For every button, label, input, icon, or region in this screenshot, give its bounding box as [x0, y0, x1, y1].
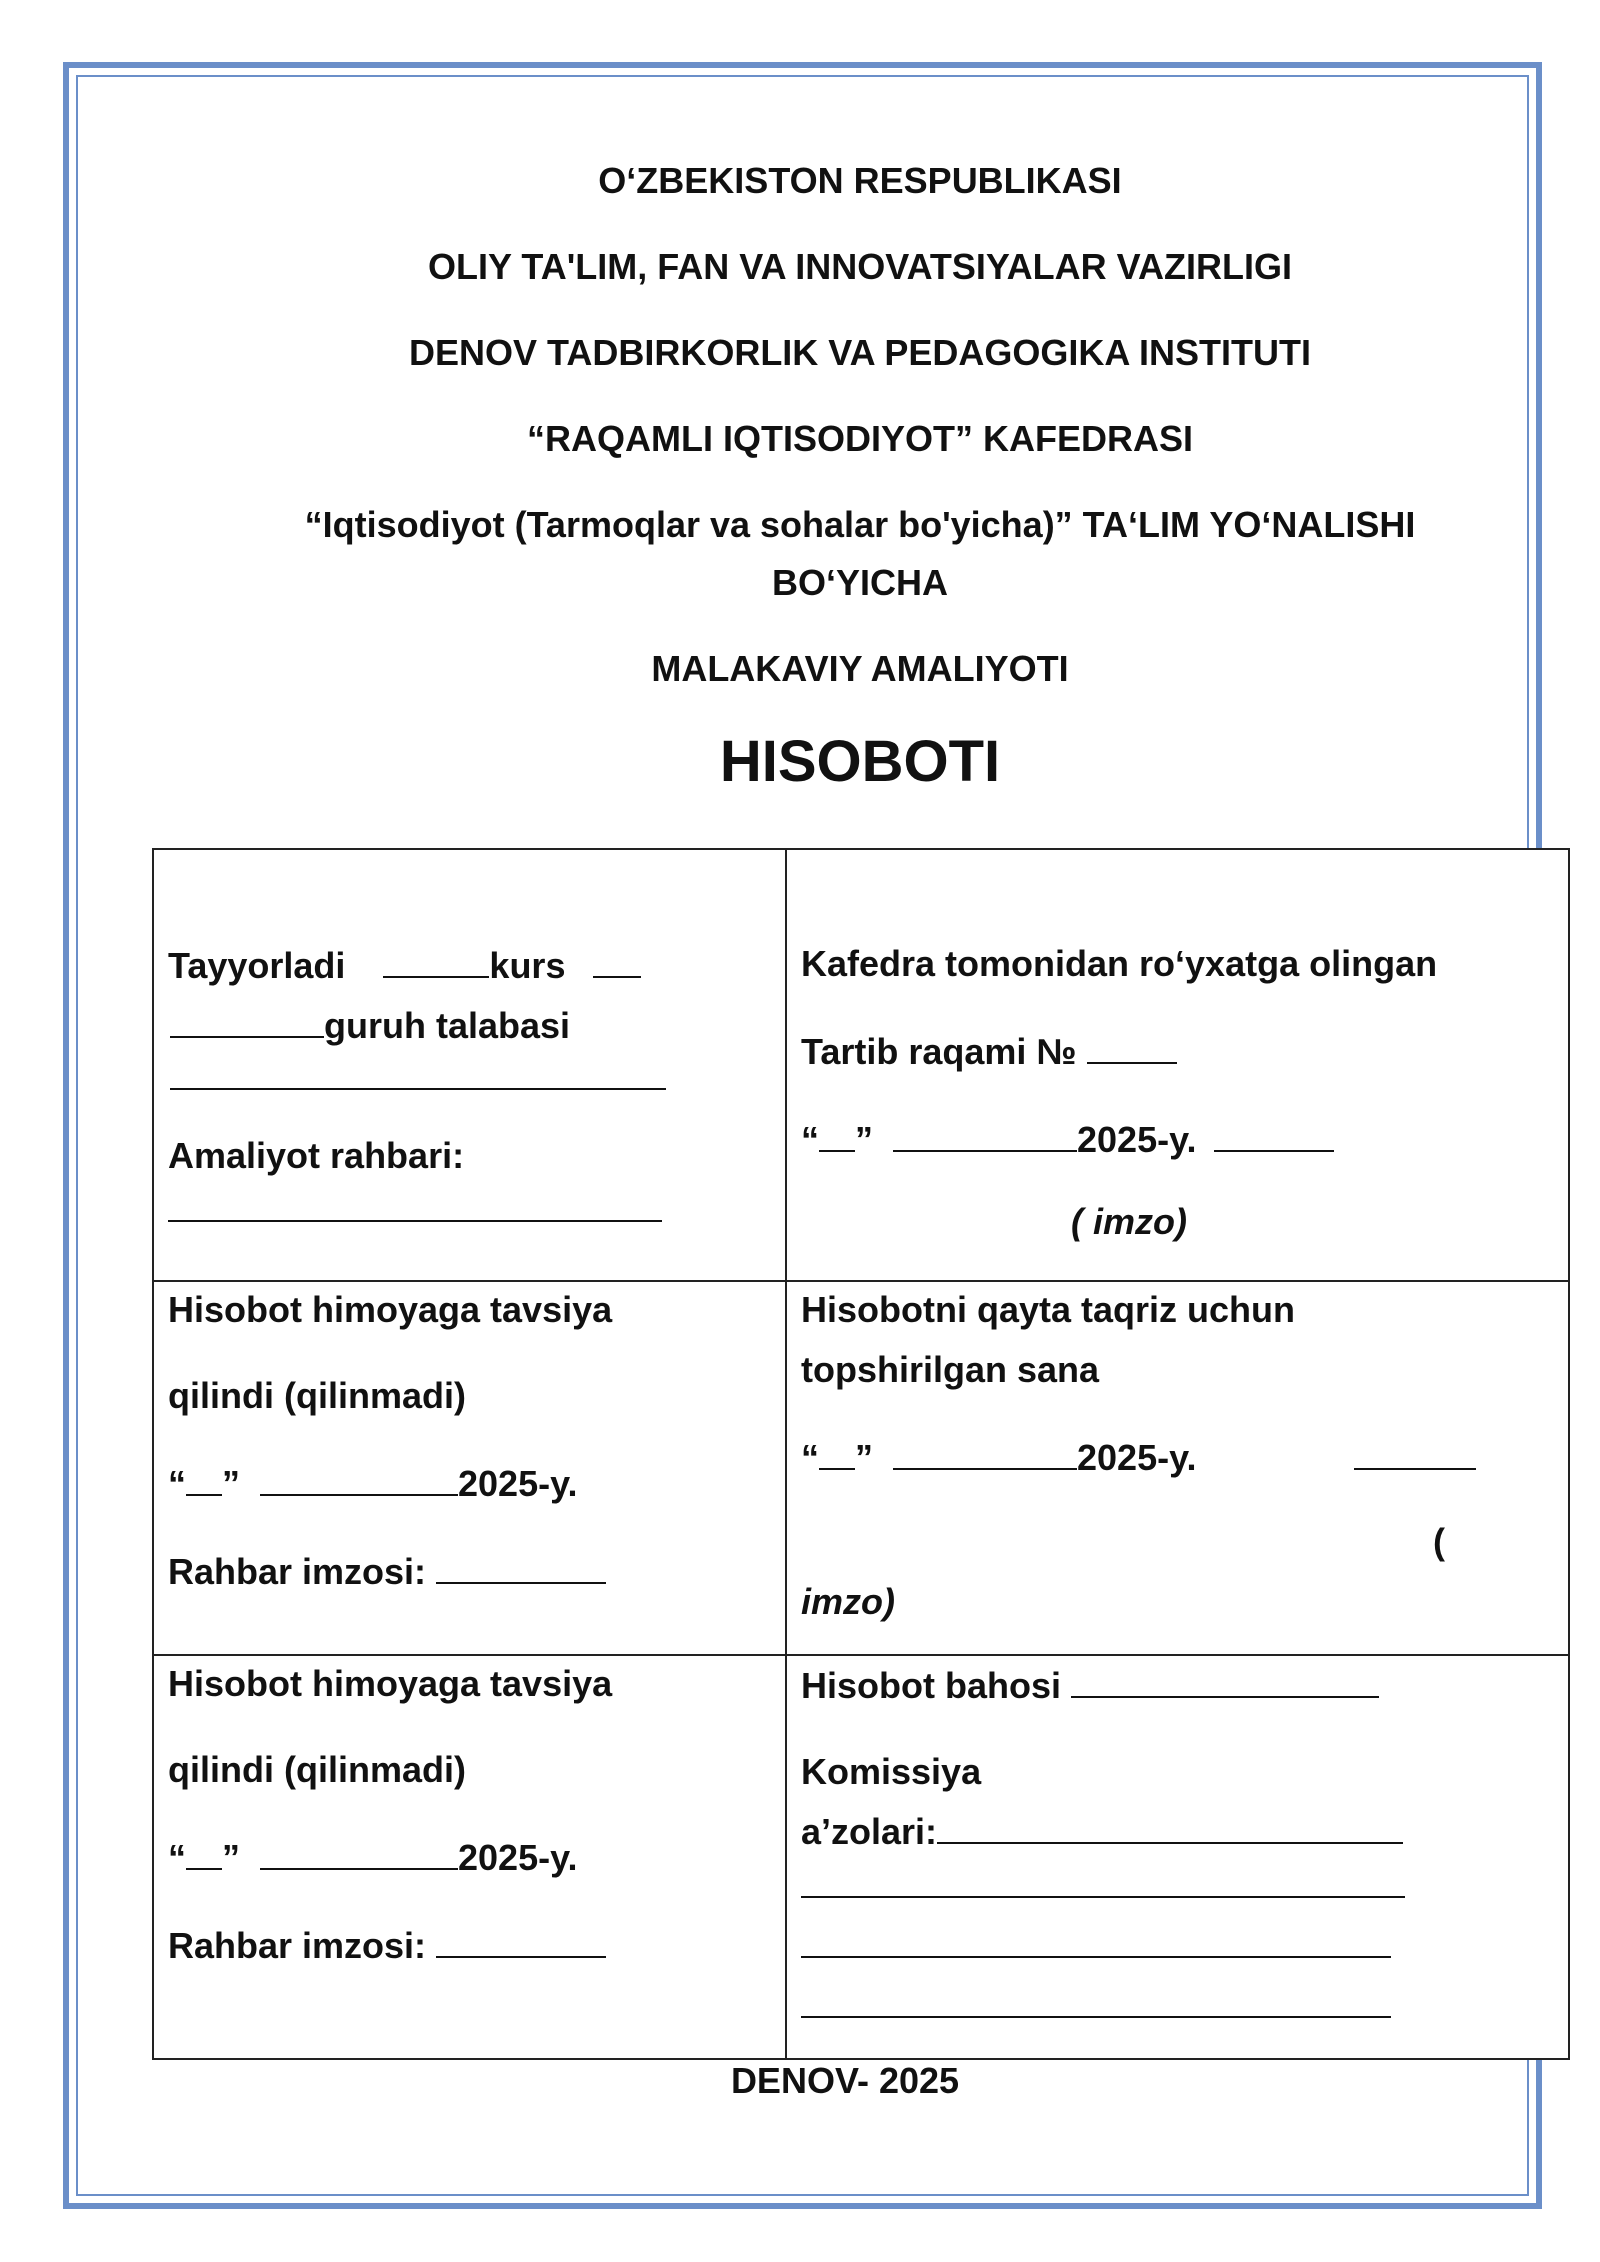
grade-label: Hisobot bahosi [801, 1665, 1061, 1706]
table-row [153, 1281, 1569, 1655]
quote-close: ” [222, 1463, 240, 1504]
supervisor-sign-label: Rahbar imzosi: [168, 1551, 427, 1592]
course-blank[interactable] [383, 942, 489, 978]
supervisor-label: Amaliyot rahbari: [168, 1135, 465, 1176]
prepared-label: Tayyorladi [168, 945, 346, 986]
supervisor-blank[interactable] [168, 1186, 662, 1222]
order-number-label: Tartib raqami № [801, 1031, 1077, 1072]
table-row [153, 1655, 1569, 2059]
day-blank[interactable] [819, 1116, 855, 1152]
document-title: HISOBOTI [719, 729, 1001, 794]
year-label: 2025-y. [458, 1837, 578, 1878]
header-country: O‘ZBEKISTON RESPUBLIKASI [598, 160, 1122, 201]
course-label: kurs [489, 945, 566, 986]
resubmit-text: Hisobotni qayta taqriz uchun [801, 1289, 1296, 1330]
member-blank-2[interactable] [801, 1862, 1405, 1898]
course-extra-blank[interactable] [593, 942, 641, 978]
supervisor-sign-blank[interactable] [436, 1922, 606, 1958]
year-label: 2025-y. [458, 1463, 578, 1504]
commission-label: Komissiya [801, 1751, 982, 1792]
resubmission-cell [786, 1281, 1569, 1655]
group-blank[interactable] [170, 1002, 324, 1038]
supervisor-sign-blank[interactable] [436, 1548, 606, 1584]
month-blank[interactable] [260, 1460, 458, 1496]
header-ministry: OLIY TA'LIM, FAN VA INNOVATSIYALAR VAZIRLIGI [428, 246, 1292, 287]
header-institute: DENOV TADBIRKORLIK VA PEDAGOGIKA INSTITUTI [408, 332, 1311, 373]
header-practice: MALAKAVIY AMALIYOTI [651, 648, 1069, 689]
quote-open: “ [801, 1119, 819, 1160]
grade-cell [786, 1655, 1569, 2059]
table-row [153, 849, 1569, 1281]
quote-close: ” [855, 1437, 873, 1478]
footer-place-year: DENOV- 2025 [730, 2060, 960, 2101]
grade-blank[interactable] [1071, 1662, 1379, 1698]
month-blank[interactable] [893, 1116, 1077, 1152]
members-label: a’zolari: [801, 1811, 938, 1852]
recommendation-cell-2 [153, 1655, 786, 2059]
member-blank-4[interactable] [801, 1982, 1391, 2018]
year-label: 2025-y. [1077, 1119, 1197, 1160]
quote-close: ” [222, 1837, 240, 1878]
recommended-text: Hisobot himoyaga tavsiya [168, 1663, 613, 1704]
quote-open: “ [168, 1463, 186, 1504]
registration-cell [786, 849, 1569, 1281]
report-form-table [152, 848, 1570, 2060]
day-blank[interactable] [819, 1434, 855, 1470]
day-blank[interactable] [186, 1834, 222, 1870]
day-blank[interactable] [186, 1460, 222, 1496]
recommended-text-2: qilindi (qilinmadi) [168, 1375, 466, 1416]
signature-blank[interactable] [1354, 1434, 1476, 1470]
header-department: “RAQAMLI IQTISODIYOT” KAFEDRASI [527, 418, 1193, 459]
imzo-paren: ( [1433, 1521, 1445, 1562]
supervisor-sign-label: Rahbar imzosi: [168, 1925, 427, 1966]
order-number-blank[interactable] [1087, 1028, 1177, 1064]
quote-open: “ [801, 1437, 819, 1478]
recommendation-cell [153, 1281, 786, 1655]
quote-open: “ [168, 1837, 186, 1878]
signature-caption: ( imzo) [1071, 1201, 1187, 1242]
month-blank[interactable] [893, 1434, 1077, 1470]
group-label: guruh talabasi [324, 1005, 571, 1046]
recommended-text: Hisobot himoyaga tavsiya [168, 1289, 613, 1330]
member-blank-1[interactable] [937, 1808, 1403, 1844]
imzo-caption: imzo) [801, 1581, 895, 1622]
year-label: 2025-y. [1077, 1437, 1197, 1478]
student-name-blank[interactable] [170, 1054, 666, 1090]
month-blank[interactable] [260, 1834, 458, 1870]
member-blank-3[interactable] [801, 1922, 1391, 1958]
registered-label: Kafedra tomonidan ro‘yxatga olingan [801, 943, 1438, 984]
recommended-text-2: qilindi (qilinmadi) [168, 1749, 466, 1790]
header-direction: “Iqtisodiyot (Tarmoqlar va sohalar bo'yicha)” TA‘LIM YO‘NALISHI [304, 504, 1416, 545]
student-info-cell [153, 849, 786, 1281]
signature-blank[interactable] [1214, 1116, 1334, 1152]
quote-close: ” [855, 1119, 873, 1160]
resubmit-text-2: topshirilgan sana [801, 1349, 1100, 1390]
header-direction-cont: BO‘YICHA [771, 562, 948, 603]
